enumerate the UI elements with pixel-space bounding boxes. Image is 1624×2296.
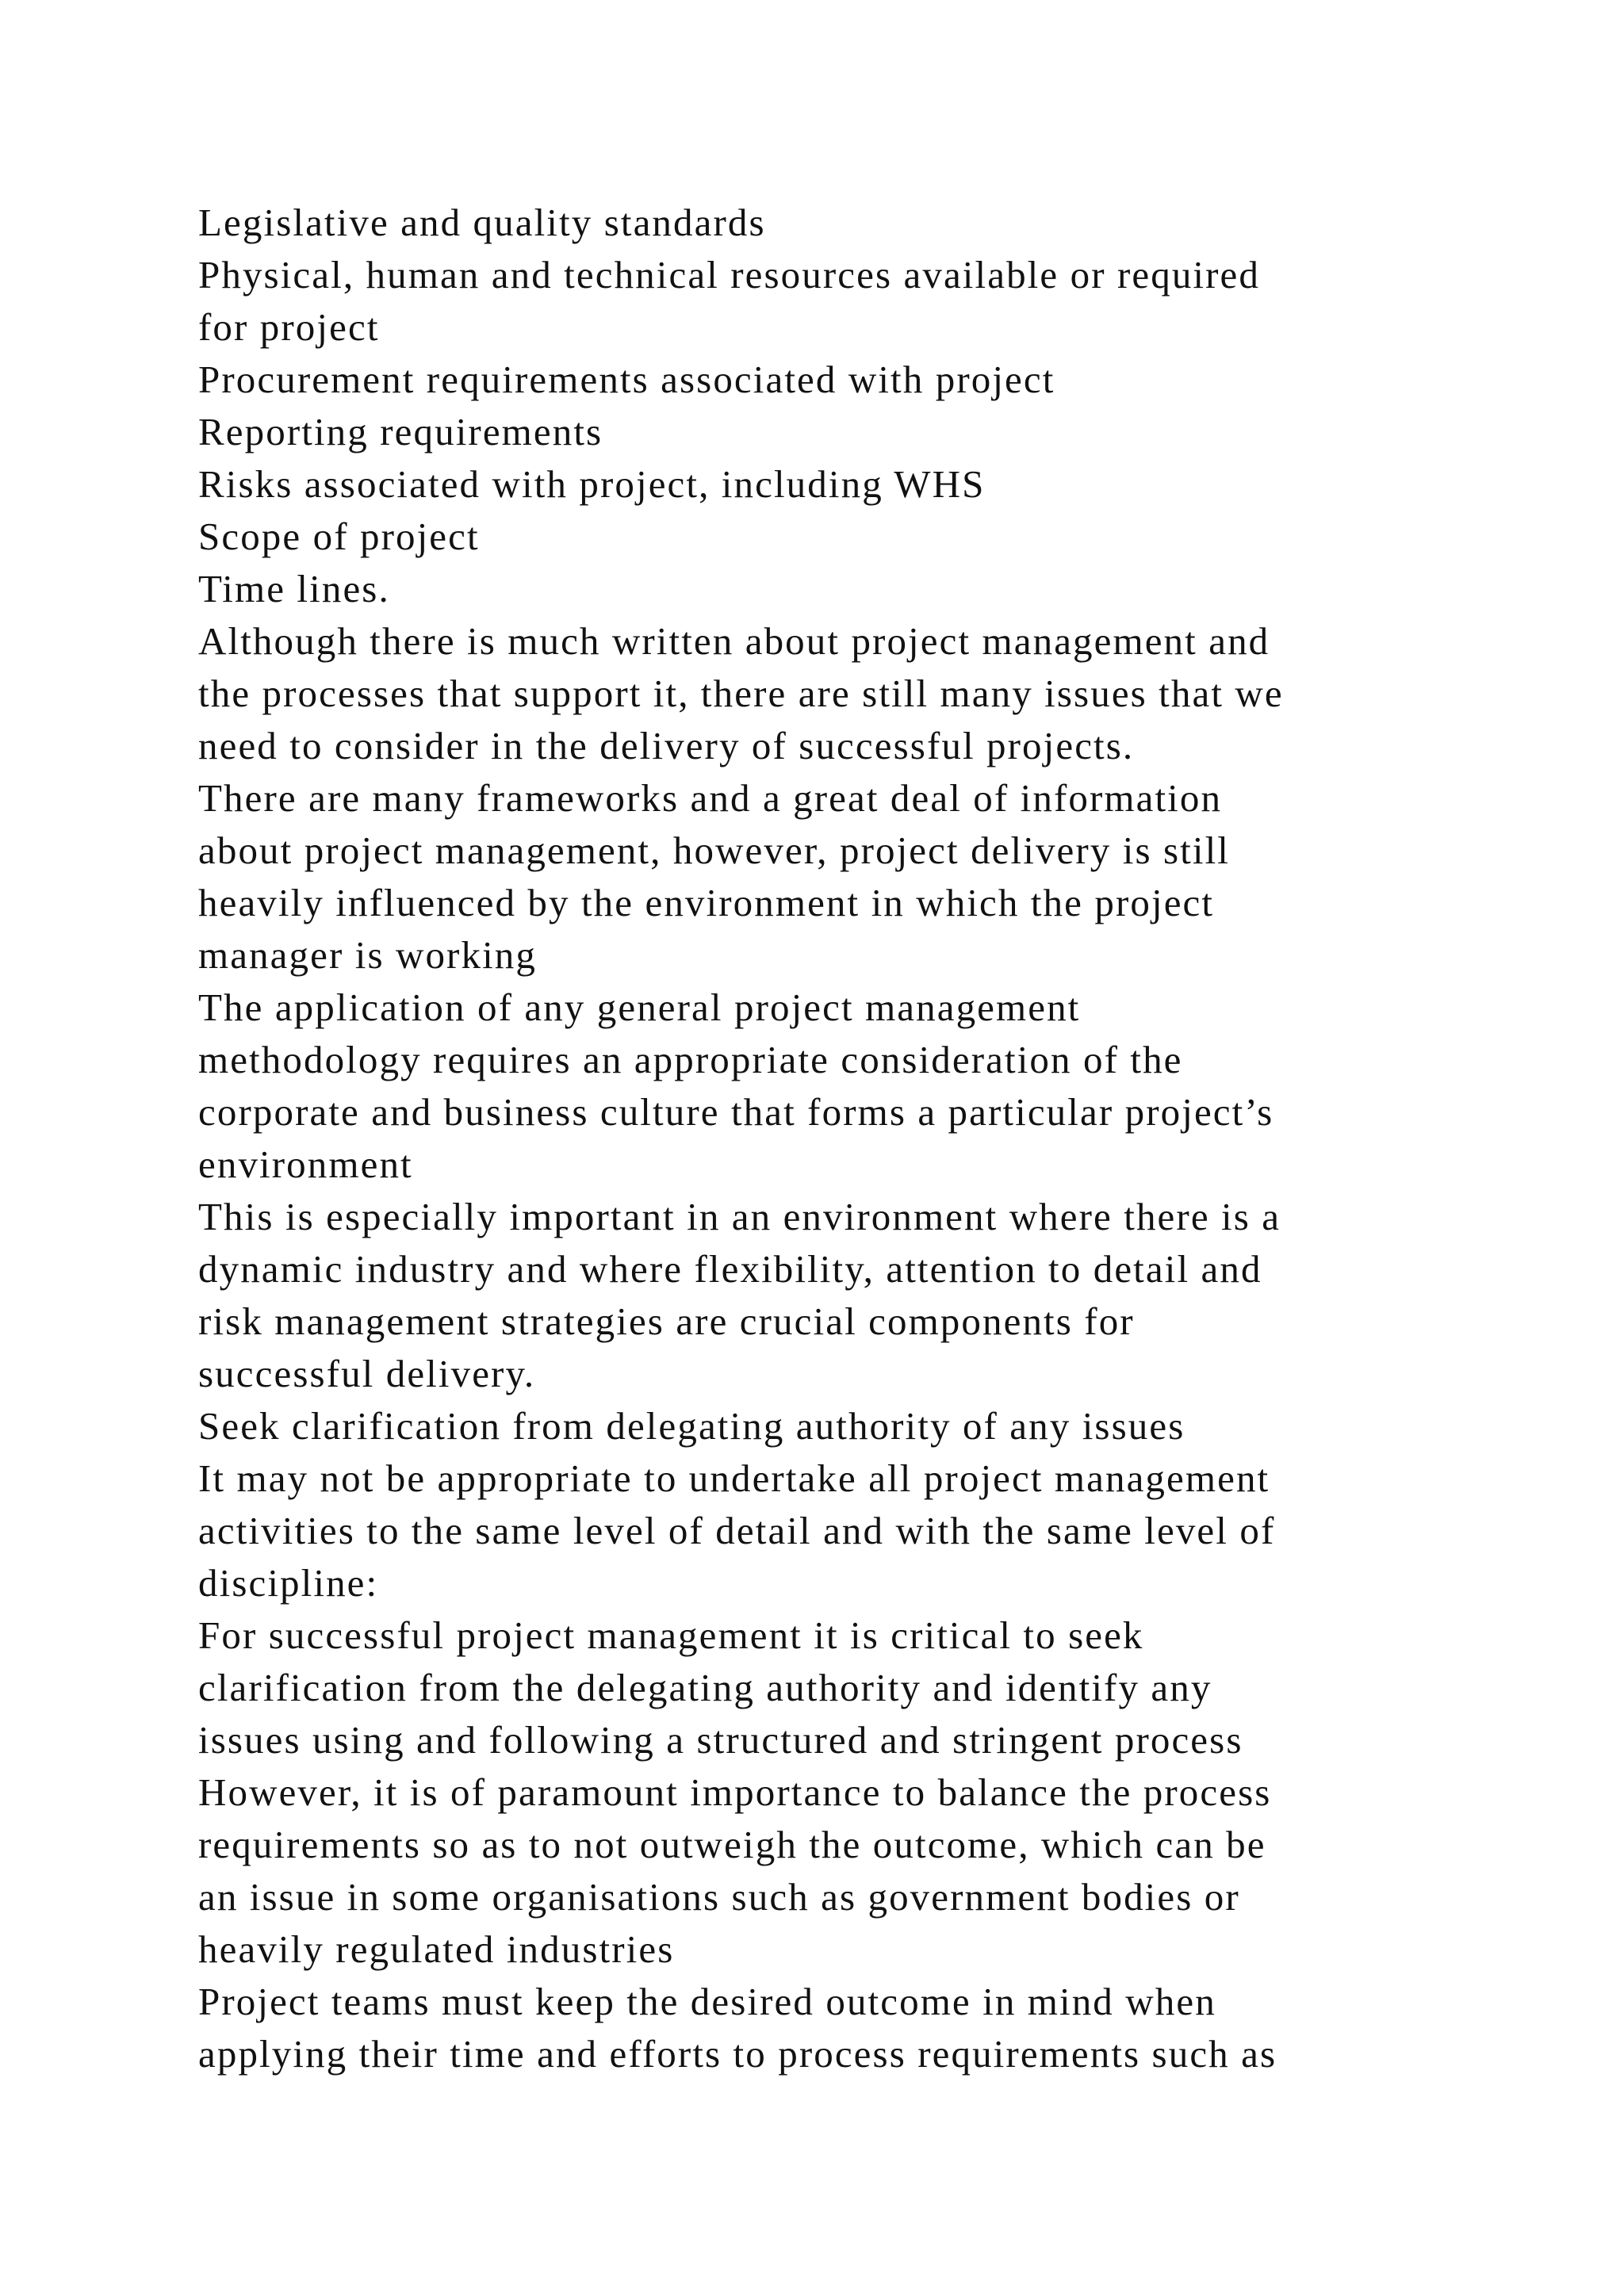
- text-line: Time lines.: [198, 567, 390, 610]
- text-line: Reporting requirements: [198, 410, 603, 453]
- text-line: risk management strategies are crucial components for: [198, 1299, 1135, 1343]
- text-line: the processes that support it, there are still many issues that we: [198, 672, 1284, 715]
- text-line: issues using and following a structured and stringent process: [198, 1718, 1243, 1762]
- text-line: for project: [198, 305, 380, 349]
- text-line: clarification from the delegating authority and identify any: [198, 1666, 1212, 1709]
- text-line: Project teams must keep the desired outcome in mind when: [198, 1980, 1216, 2023]
- text-line: about project management, however, project delivery is still: [198, 828, 1231, 872]
- text-line: Risks associated with project, including WHS: [198, 462, 986, 506]
- text-line: There are many frameworks and a great deal of information: [198, 776, 1223, 820]
- text-line: corporate and business culture that forms a particular project’s: [198, 1090, 1274, 1134]
- text-line: This is especially important in an environment where there is a: [198, 1195, 1281, 1238]
- text-line: The application of any general project management: [198, 985, 1081, 1029]
- text-line: an issue in some organisations such as government bodies or: [198, 1875, 1240, 1919]
- text-line: methodology requires an appropriate consideration of the: [198, 1038, 1183, 1081]
- text-line: Legislative and quality standards: [198, 201, 766, 244]
- document-body: [198, 197, 1435, 2080]
- text-line: requirements so as to not outweigh the outcome, which can be: [198, 1823, 1266, 1866]
- text-line: Procurement requirements associated with project: [198, 358, 1055, 401]
- text-line: However, it is of paramount importance to balance the process: [198, 1770, 1272, 1814]
- text-line: need to consider in the delivery of successful projects.: [198, 724, 1135, 767]
- text-line: manager is working: [198, 933, 537, 977]
- text-line: environment: [198, 1142, 413, 1186]
- text-line: successful delivery.: [198, 1352, 536, 1395]
- text-line: applying their time and efforts to process requirements such as: [198, 2032, 1277, 2076]
- text-line: Scope of project: [198, 515, 480, 558]
- text-line: activities to the same level of detail and with the same level of: [198, 1509, 1276, 1552]
- text-line: Seek clarification from delegating authority of any issues: [198, 1404, 1185, 1448]
- text-line: heavily influenced by the environment in which the project: [198, 881, 1215, 924]
- text-line: dynamic industry and where flexibility, attention to detail and: [198, 1247, 1262, 1291]
- text-line: It may not be appropriate to undertake all project management: [198, 1456, 1270, 1500]
- text-line: Although there is much written about project management and: [198, 619, 1270, 663]
- text-line: For successful project management it is critical to seek: [198, 1613, 1144, 1657]
- text-line: heavily regulated industries: [198, 1927, 675, 1971]
- text-line: Physical, human and technical resources available or required: [198, 253, 1261, 297]
- text-line: discipline:: [198, 1561, 379, 1605]
